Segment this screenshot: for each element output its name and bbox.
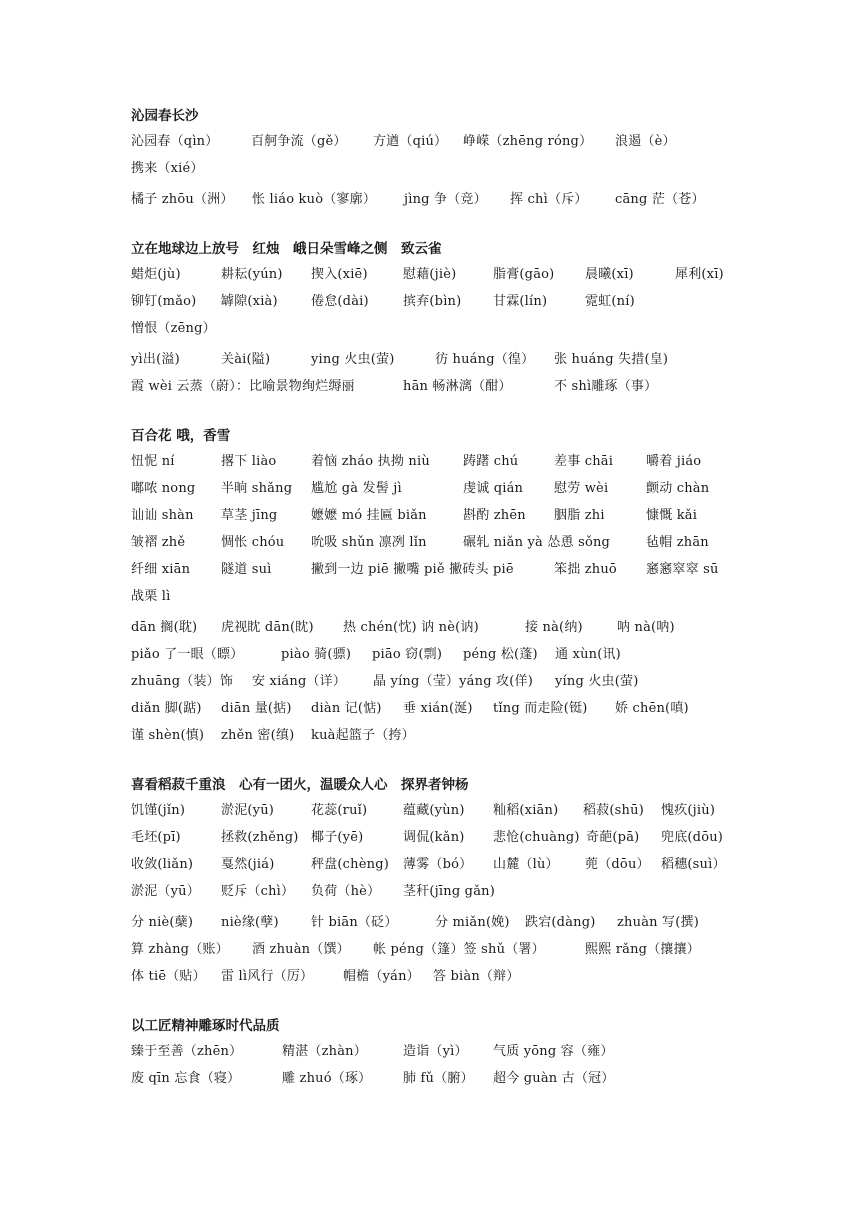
vocab-item: 铆钉(mǎo)	[131, 294, 197, 309]
vocab-item: 虔诚 qián	[463, 481, 524, 496]
vocab-line	[131, 502, 751, 529]
vocab-item: 通 xùn(讯)	[555, 647, 621, 662]
vocab-line	[131, 346, 751, 373]
vocab-item: 浪遏（è）	[615, 134, 676, 149]
vocab-item: 肺 fǔ（腑）	[403, 1071, 474, 1086]
vocab-line	[131, 529, 751, 556]
vocab-item: 淤泥（yū）	[131, 884, 200, 899]
vocab-line	[131, 186, 751, 213]
vocab-item: 峥嵘（zhēng róng）	[463, 134, 593, 149]
vocab-item: 皱褶 zhě	[131, 535, 186, 550]
vocab-item: 稻穗(suì）	[661, 857, 726, 872]
vocab-line	[131, 909, 751, 936]
vocab-item: 颤动 chàn	[646, 481, 710, 496]
vocab-item: 帐 péng（篷）签 shǔ（署）	[373, 942, 545, 957]
vocab-item: 稻菽(shū)	[583, 803, 644, 818]
vocab-item: 揳入(xiē)	[311, 267, 368, 282]
vocab-item: 酒 zhuàn（馔）	[252, 942, 350, 957]
vocab-item: 携来（xié）	[131, 161, 204, 176]
vocab-item: 安 xiáng（详）	[252, 674, 347, 689]
vocab-item: piǎo 了一眼（瞟）	[131, 647, 244, 662]
vocab-line	[131, 936, 751, 963]
section-poems	[131, 239, 751, 400]
vocab-item: 半晌 shǎng	[221, 481, 293, 496]
vocab-item: 胭脂 zhi	[554, 508, 605, 523]
vocab-item: zhuàn 写(撰)	[617, 915, 699, 930]
vocab-line	[131, 614, 751, 641]
vocab-item: 拯救(zhěng)	[221, 830, 299, 845]
section-qinyuanchun	[131, 106, 751, 213]
vocab-item: 愧疚(jiù)	[661, 803, 716, 818]
vocab-item: 造诣（yì）	[403, 1044, 468, 1059]
vocab-item: 雕 zhuó（琢）	[282, 1071, 372, 1086]
vocab-item: 草茎 jīng	[221, 508, 278, 523]
vocab-item: 戛然(jiá)	[221, 857, 275, 872]
vocab-item: 讪讪 shàn	[131, 508, 194, 523]
vocab-item: péng 松(蓬)	[463, 647, 538, 662]
vocab-item: 彷 huáng（徨）	[435, 352, 535, 367]
vocab-item: 嬷嬷 mó 挂匾 biǎn	[311, 508, 427, 523]
section-daoshu	[131, 775, 751, 990]
vocab-item: hān 畅淋漓（酣）	[403, 379, 512, 394]
vocab-item: zhuāng（装）饰	[131, 674, 234, 689]
vocab-item: 晶 yíng（莹）yáng 攻(佯)	[373, 674, 533, 689]
vocab-line	[131, 128, 751, 155]
vocab-item: tǐng 而走险(铤)	[493, 701, 588, 716]
vocab-item: 笨拙 zhuō	[554, 562, 617, 577]
vocab-item: 淤泥(yū)	[221, 803, 275, 818]
vocab-item: 山麓（lù）	[493, 857, 559, 872]
vocab-item: 针 biān（砭）	[311, 915, 398, 930]
vocab-line	[131, 824, 751, 851]
vocab-line	[131, 668, 751, 695]
vocab-item: 霓虹(ní)	[585, 294, 635, 309]
vocab-item: 兜底(dōu)	[661, 830, 724, 845]
vocab-item: 憎恨（zēng）	[131, 321, 216, 336]
vocab-item: 跌宕(dàng)	[525, 915, 596, 930]
vocab-item: 隧道 suì	[221, 562, 272, 577]
vocab-line	[131, 373, 751, 400]
vocab-item: 蔸（dōu）	[585, 857, 650, 872]
vocab-item: 臻于至善（zhēn）	[131, 1044, 243, 1059]
vocab-item: 熙熙 rǎng（攘攘）	[585, 942, 700, 957]
vocab-item: 撇到一边 piē 撇嘴 piě 撇砖头 piē	[311, 562, 514, 577]
vocab-line	[131, 475, 751, 502]
vocab-item: 挥 chì（斥）	[510, 192, 588, 207]
vocab-item: 慷慨 kǎi	[646, 508, 698, 523]
vocab-item: 方遒（qiú）	[373, 134, 448, 149]
vocab-item: 怅 liáo kuò（寥廓）	[252, 192, 377, 207]
vocab-item: 蕴藏(yùn)	[403, 803, 465, 818]
vocab-item: diǎn 脚(踮)	[131, 701, 202, 716]
vocab-item: 精湛（zhàn）	[282, 1044, 367, 1059]
vocab-item: 晨曦(xī)	[585, 267, 634, 282]
vocab-line	[131, 878, 751, 905]
vocab-item: kuà起篮子（挎）	[311, 728, 415, 743]
vocab-item: 撂下 liào	[221, 454, 277, 469]
vocab-item: 慰藉(jiè)	[403, 267, 457, 282]
vocab-item: 奇葩(pā)	[586, 830, 640, 845]
vocab-item: jìng 争（竞）	[404, 192, 487, 207]
vocab-item: 分 niè(蘖)	[131, 915, 194, 930]
vocab-item: 罅隙(xià)	[221, 294, 278, 309]
vocab-item: 不 shì雕琢（事）	[554, 379, 658, 394]
vocab-item: 毛坯(pī)	[131, 830, 181, 845]
vocab-item: 分 miǎn(娩)	[435, 915, 510, 930]
vocab-item: 茎秆(jīng gǎn)	[403, 884, 496, 899]
vocab-item: 帽檐（yán）	[343, 969, 420, 984]
vocab-item: ying 火虫(萤)	[311, 352, 395, 367]
vocab-item: 倦怠(dài)	[311, 294, 369, 309]
vocab-item: diàn 记(惦)	[311, 701, 382, 716]
section-heading: 以工匠精神雕琢时代品质	[131, 1018, 280, 1034]
vocab-item: 负荷（hè）	[311, 884, 381, 899]
section-heading: 喜看稻菽千重浪 心有一团火，温暖众人心 探界者钟杨	[131, 777, 469, 793]
vocab-line	[131, 556, 751, 583]
document-body	[131, 106, 751, 1118]
vocab-item: 毡帽 zhān	[646, 535, 709, 550]
vocab-item: 尴尬 gà 发髻 jì	[311, 481, 402, 496]
section-heading: 沁园春长沙	[131, 108, 199, 124]
vocab-item: 着恼 zháo 执拗 niù	[311, 454, 430, 469]
vocab-item: dān 搁(耽)	[131, 620, 198, 635]
vocab-item: piào 骑(骠)	[281, 647, 352, 662]
vocab-item: 接 nà(纳)	[525, 620, 583, 635]
vocab-item: piāo 窃(剽)	[372, 647, 443, 662]
vocab-item: 斟酌 zhēn	[463, 508, 526, 523]
vocab-item: 收敛(liǎn)	[131, 857, 194, 872]
vocab-item: 谨 shèn(慎)	[131, 728, 205, 743]
vocab-line	[131, 722, 751, 749]
vocab-item: yì出(溢)	[131, 352, 180, 367]
vocab-item: 贬斥（chì）	[221, 884, 295, 899]
section-gongjiang	[131, 1016, 751, 1092]
vocab-item: diān 量(掂)	[221, 701, 292, 716]
vocab-item: 呐 nà(呐)	[617, 620, 675, 635]
vocab-item: 慰劳 wèi	[554, 481, 609, 496]
vocab-line	[131, 1065, 751, 1092]
vocab-line	[131, 963, 751, 990]
vocab-item: 踌躇 chú	[463, 454, 519, 469]
vocab-item: 体 tiē（贴）	[131, 969, 206, 984]
vocab-line	[131, 155, 751, 182]
vocab-item: 惆怅 chóu	[221, 535, 285, 550]
vocab-item: 气质 yōng 容（雍）	[493, 1044, 614, 1059]
vocab-item: 霞 wèi 云蒸（蔚）：比喻景物绚烂缛丽	[131, 379, 355, 394]
section-heading: 立在地球边上放号 红烛 峨日朵雪峰之侧 致云雀	[131, 241, 442, 257]
vocab-item: 犀利(xī)	[675, 267, 724, 282]
vocab-line	[131, 583, 751, 610]
vocab-item: yíng 火虫(萤)	[555, 674, 639, 689]
vocab-item: 差事 chāi	[554, 454, 614, 469]
vocab-item: 吮吸 shǔn 凛冽 lǐn	[311, 535, 427, 550]
vocab-line	[131, 797, 751, 824]
vocab-line	[131, 448, 751, 475]
vocab-item: 战栗 lì	[131, 589, 171, 604]
vocab-line	[131, 288, 751, 315]
vocab-item: 调侃(kǎn)	[403, 830, 465, 845]
vocab-item: 籼稻(xiān)	[493, 803, 559, 818]
vocab-item: 百舸争流（gě）	[251, 134, 347, 149]
vocab-item: 橘子 zhōu（洲）	[131, 192, 234, 207]
section-heading: 百合花 哦，香雪	[131, 428, 231, 444]
vocab-item: 虎视眈 dān(眈)	[221, 620, 314, 635]
vocab-item: 秤盘(chèng)	[311, 857, 389, 872]
vocab-item: 热 chén(忱) 讷 nè(讷)	[343, 620, 479, 635]
vocab-item: 摈弃(bìn)	[403, 294, 462, 309]
vocab-item: 甘霖(lín)	[493, 294, 548, 309]
vocab-item: 嘟哝 nong	[131, 481, 196, 496]
vocab-line	[131, 1038, 751, 1065]
vocab-item: zhěn 密(缜)	[221, 728, 295, 743]
vocab-item: 花蕊(ruǐ)	[311, 803, 368, 818]
vocab-line	[131, 315, 751, 342]
vocab-item: 沁园春（qìn）	[131, 134, 219, 149]
vocab-item: cāng 茫（苍）	[615, 192, 705, 207]
vocab-item: 废 qīn 忘食（寝）	[131, 1071, 241, 1086]
vocab-item: 超今 guàn 古（冠）	[493, 1071, 615, 1086]
vocab-line	[131, 851, 751, 878]
vocab-item: 耕耘(yún)	[221, 267, 283, 282]
vocab-item: 张 huáng 失措(皇)	[554, 352, 669, 367]
vocab-item: 雷 lì风行（厉）	[221, 969, 314, 984]
vocab-item: 娇 chēn(嗔)	[615, 701, 689, 716]
vocab-item: 答 biàn（辩）	[433, 969, 520, 984]
vocab-line	[131, 261, 751, 288]
vocab-line	[131, 641, 751, 668]
vocab-item: 椰子(yē)	[311, 830, 364, 845]
vocab-item: 垂 xián(涎)	[403, 701, 473, 716]
vocab-item: 脂膏(gāo)	[493, 267, 555, 282]
vocab-item: 算 zhàng（账）	[131, 942, 229, 957]
vocab-item: 悲怆(chuàng)	[493, 830, 580, 845]
vocab-line	[131, 695, 751, 722]
section-baihehua	[131, 426, 751, 749]
vocab-item: 蜡炬(jù)	[131, 267, 181, 282]
vocab-item: niè缘(孽)	[221, 915, 279, 930]
vocab-item: 薄雾（bó）	[403, 857, 473, 872]
vocab-item: 碾轧 niǎn yà 怂恿 sǒng	[463, 535, 611, 550]
vocab-item: 纤细 xiān	[131, 562, 191, 577]
vocab-item: 关ài(隘)	[221, 352, 271, 367]
vocab-item: 窸窸窣窣 sū	[646, 562, 719, 577]
vocab-item: 忸怩 ní	[131, 454, 175, 469]
vocab-item: 嚼着 jiáo	[646, 454, 702, 469]
vocab-item: 饥馑(jǐn)	[131, 803, 186, 818]
